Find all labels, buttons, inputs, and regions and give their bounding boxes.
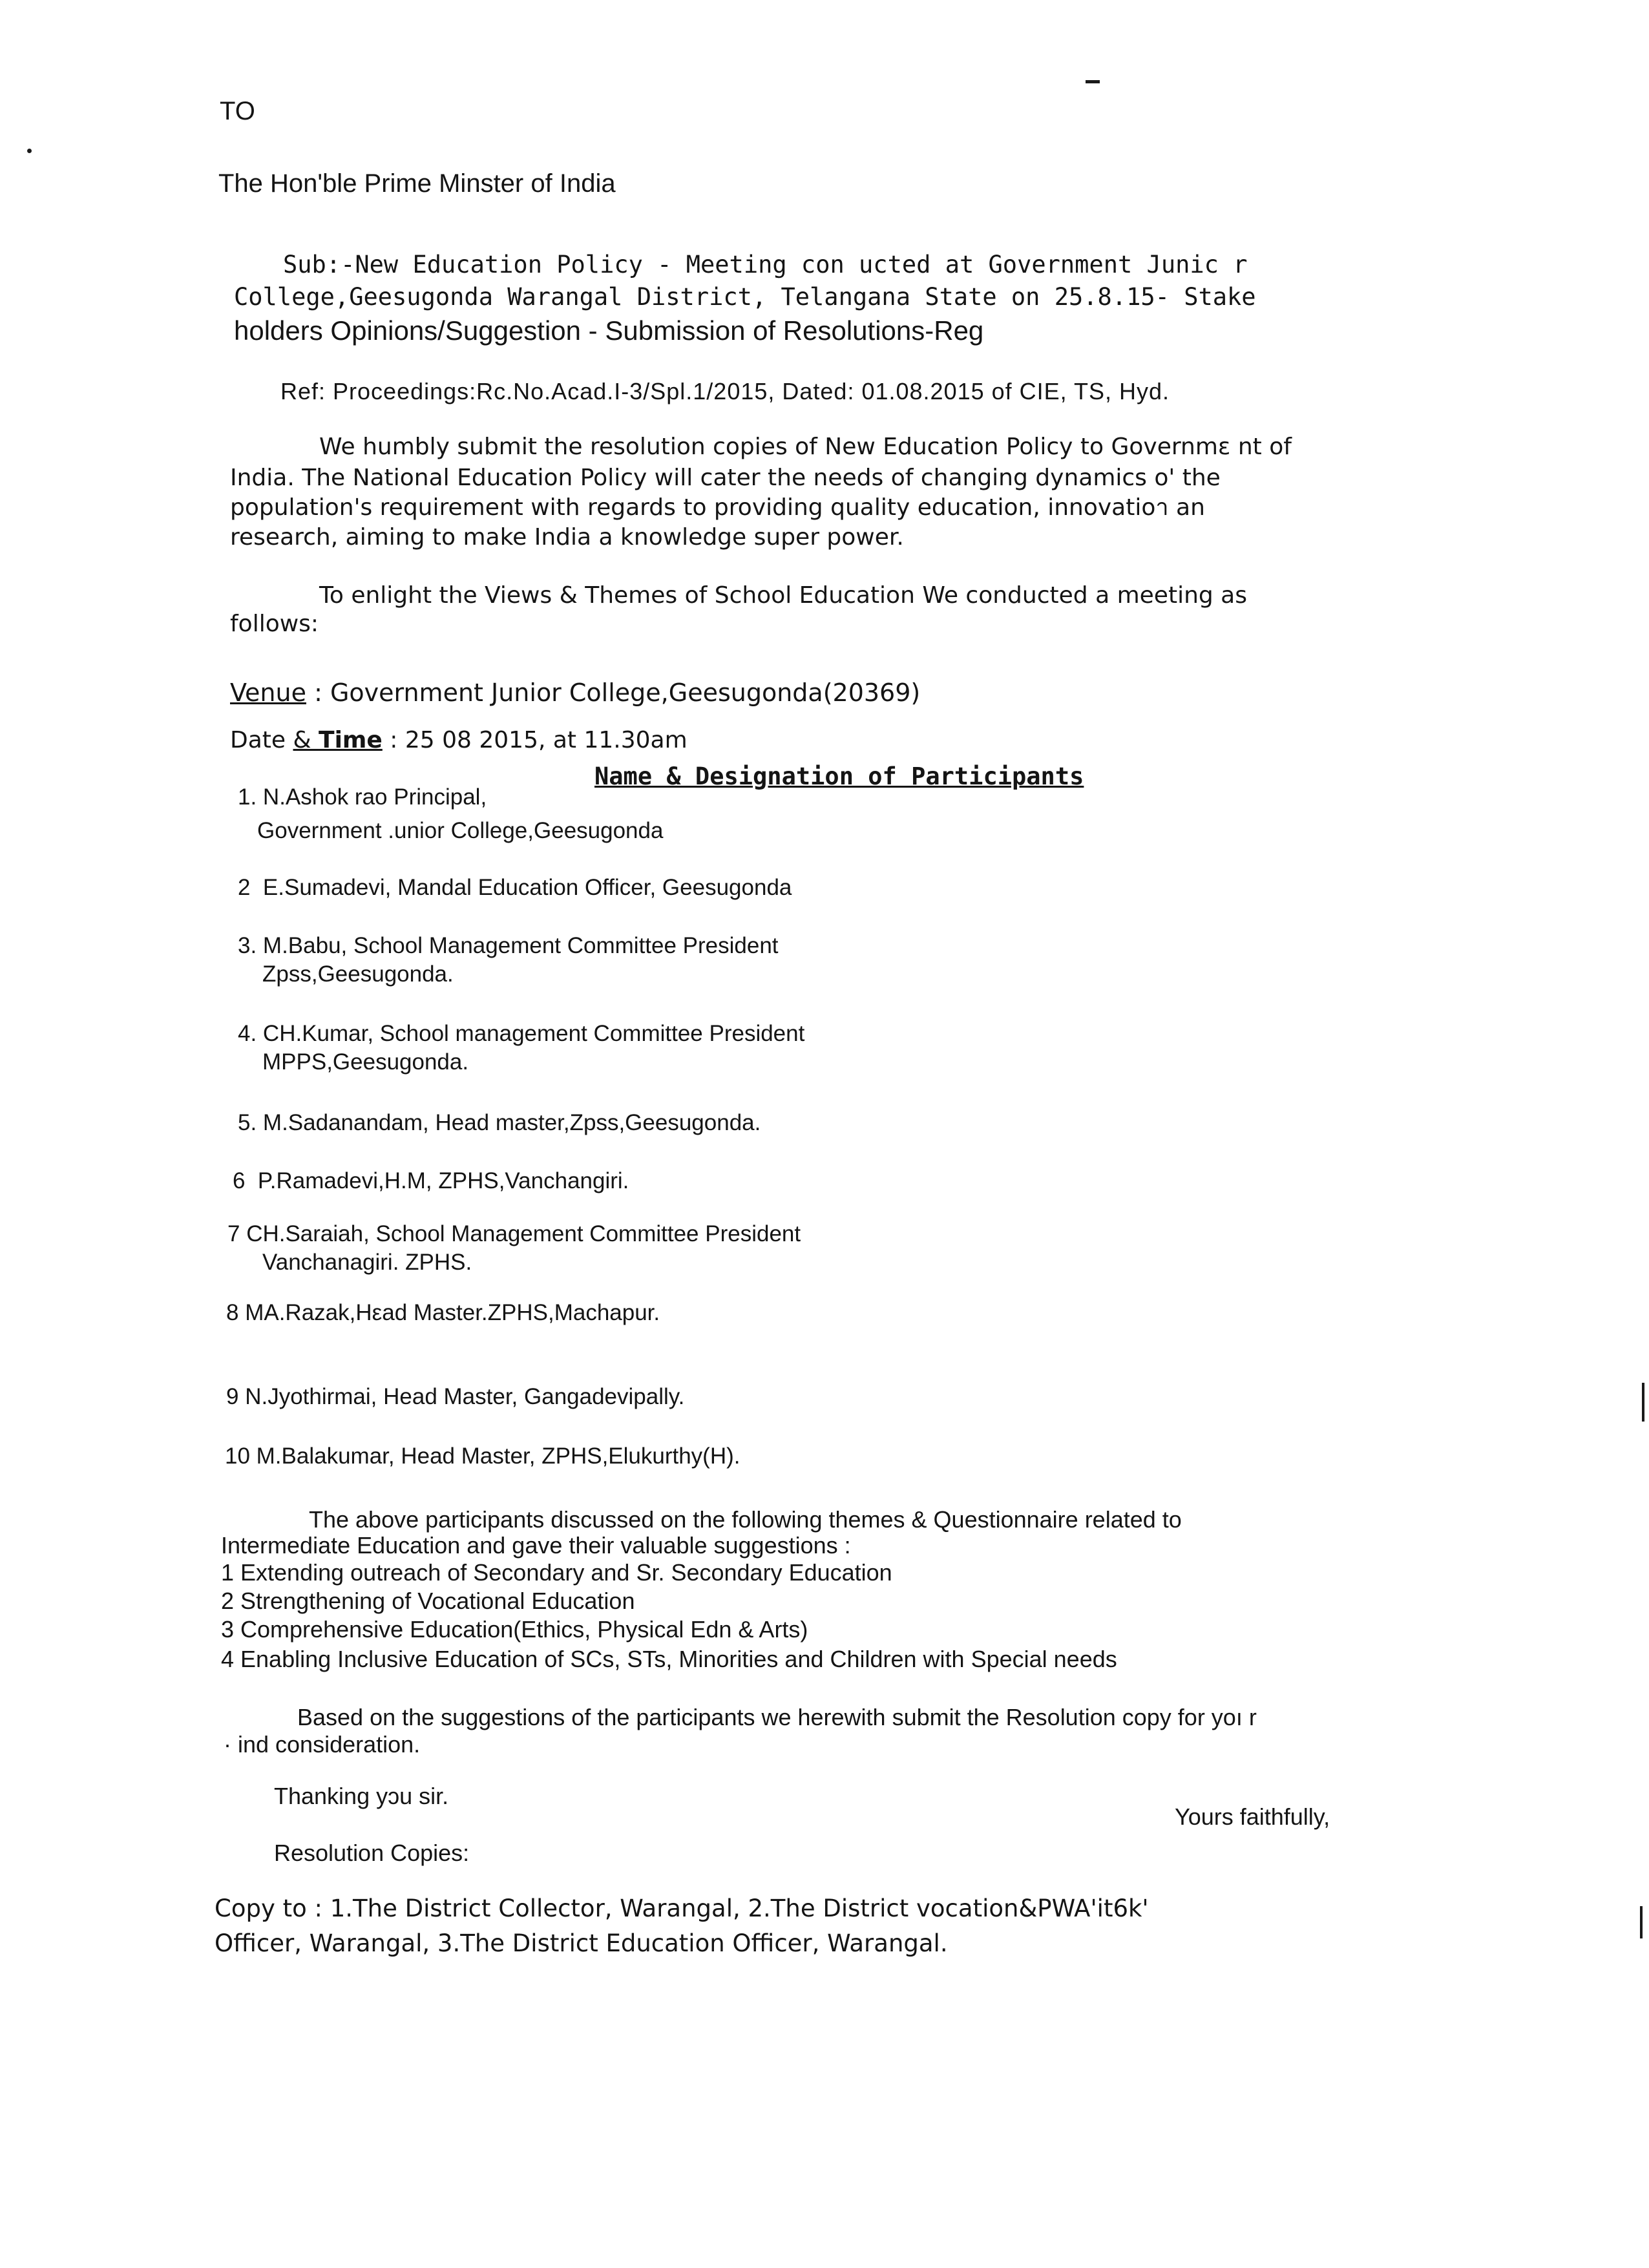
subject-line: holders Opinions/Suggestion - Submission of Resolutions-Reg xyxy=(234,315,984,346)
venue-label: Venue xyxy=(230,678,306,707)
copy-to-line: Officer, Warangal, 3.The District Education Officer, Warangal. xyxy=(215,1929,948,1957)
thanking-line: Thanking yɔu sir. xyxy=(274,1783,449,1809)
theme-item: 2 Strengthening of Vocational Education xyxy=(221,1588,635,1614)
scan-edge-mark xyxy=(1642,1383,1644,1422)
theme-item: 1 Extending outreach of Secondary and Sr. Secondary Education xyxy=(221,1559,892,1586)
participant-item: 10 M.Balakumar, Head Master, ZPHS,Elukurthy(H). xyxy=(225,1444,740,1469)
date-label-amp: & xyxy=(293,727,319,753)
closing: Yours faithfully, xyxy=(1175,1803,1330,1830)
participant-item: 3. M.Babu, School Management Committee President xyxy=(238,933,779,958)
participant-item: 6 P.Ramadevi,H.M, ZPHS,Vanchangiri. xyxy=(233,1168,629,1193)
paragraph-line: follows: xyxy=(230,611,319,637)
paragraph-line: Intermediate Education and gave their valuable suggestions : xyxy=(221,1532,851,1559)
participant-item: Vanchanagiri. ZPHS. xyxy=(262,1250,472,1275)
participant-item: Government .unior College,Geesugonda xyxy=(257,818,664,843)
subject-line: College,Geesugonda Warangal District, Telangana State on 25.8.15- Stake xyxy=(234,283,1256,311)
paragraph-line: Based on the suggestions of the participants we herewith submit the Resolution copy for yoı r xyxy=(297,1704,1257,1730)
paragraph-line: research, aiming to make India a knowledge super power. xyxy=(230,524,904,551)
participant-item: 7 CH.Saraiah, School Management Committee President xyxy=(227,1221,801,1246)
participant-item: 2 E.Sumadevi, Mandal Education Officer, Geesugonda xyxy=(238,875,792,900)
to-label: TO xyxy=(220,97,255,125)
scan-edge-mark xyxy=(1640,1906,1643,1938)
scan-speck xyxy=(1086,80,1100,83)
date-value: : 25 08 2015, at 11.30am xyxy=(382,727,688,753)
participant-item: 5. M.Sadanandam, Head master,Zpss,Geesugonda. xyxy=(238,1110,761,1135)
paragraph-line: India. The National Education Policy will cater the needs of changing dynamics o' the xyxy=(230,465,1221,491)
paragraph-line: To enlight the Views & Themes of School Education We conducted a meeting as xyxy=(319,582,1247,609)
paragraph-line: population's requirement with regards to providing quality education, innovatioา an xyxy=(230,494,1205,521)
time-label: Time xyxy=(319,727,383,753)
participant-item: 4. CH.Kumar, School management Committee President xyxy=(238,1021,805,1046)
participant-item: MPPS,Geesugonda. xyxy=(262,1049,469,1075)
participant-item: 8 MA.Razak,Hεad Master.ZPHS,Machapur. xyxy=(226,1300,660,1325)
theme-item: 4 Enabling Inclusive Education of SCs, STs, Minorities and Children with Special needs xyxy=(221,1646,1117,1672)
participant-item: 9 N.Jyothirmai, Head Master, Gangadevipally. xyxy=(226,1384,685,1409)
theme-item: 3 Comprehensive Education(Ethics, Physical Edn & Arts) xyxy=(221,1616,808,1643)
reference: Ref: Proceedings:Rc.No.Acad.I-3/Spl.1/2015, Dated: 01.08.2015 of CIE, TS, Hyd. xyxy=(280,378,1170,404)
paragraph-line: We humbly submit the resolution copies of New Education Policy to Governmε nt of xyxy=(319,434,1292,460)
addressee: The Hon'ble Prime Minster of India xyxy=(218,169,616,198)
venue-value: : Government Junior College,Geesugonda(20369) xyxy=(306,678,921,707)
resolution-copies: Resolution Copies: xyxy=(274,1840,470,1866)
participant-item: Zpss,Geesugonda. xyxy=(262,961,454,987)
date-label: Date xyxy=(230,727,293,753)
date-time xyxy=(230,726,688,755)
scan-speck xyxy=(27,149,32,153)
paragraph-line: The above participants discussed on the following themes & Questionnaire related to xyxy=(309,1506,1182,1533)
participant-item: 1. N.Ashok rao Principal, xyxy=(238,784,487,810)
participants-heading: Name & Designation of Participants xyxy=(594,762,1084,790)
paragraph-line: · ind consideration. xyxy=(224,1731,421,1758)
subject-line: Sub:-New Education Policy - Meeting con ucted at Government Junic r xyxy=(283,251,1248,278)
copy-to-line: Copy to : 1.The District Collector, Warangal, 2.The District vocation&PWA'it6k' xyxy=(215,1895,1149,1922)
venue xyxy=(230,678,920,707)
